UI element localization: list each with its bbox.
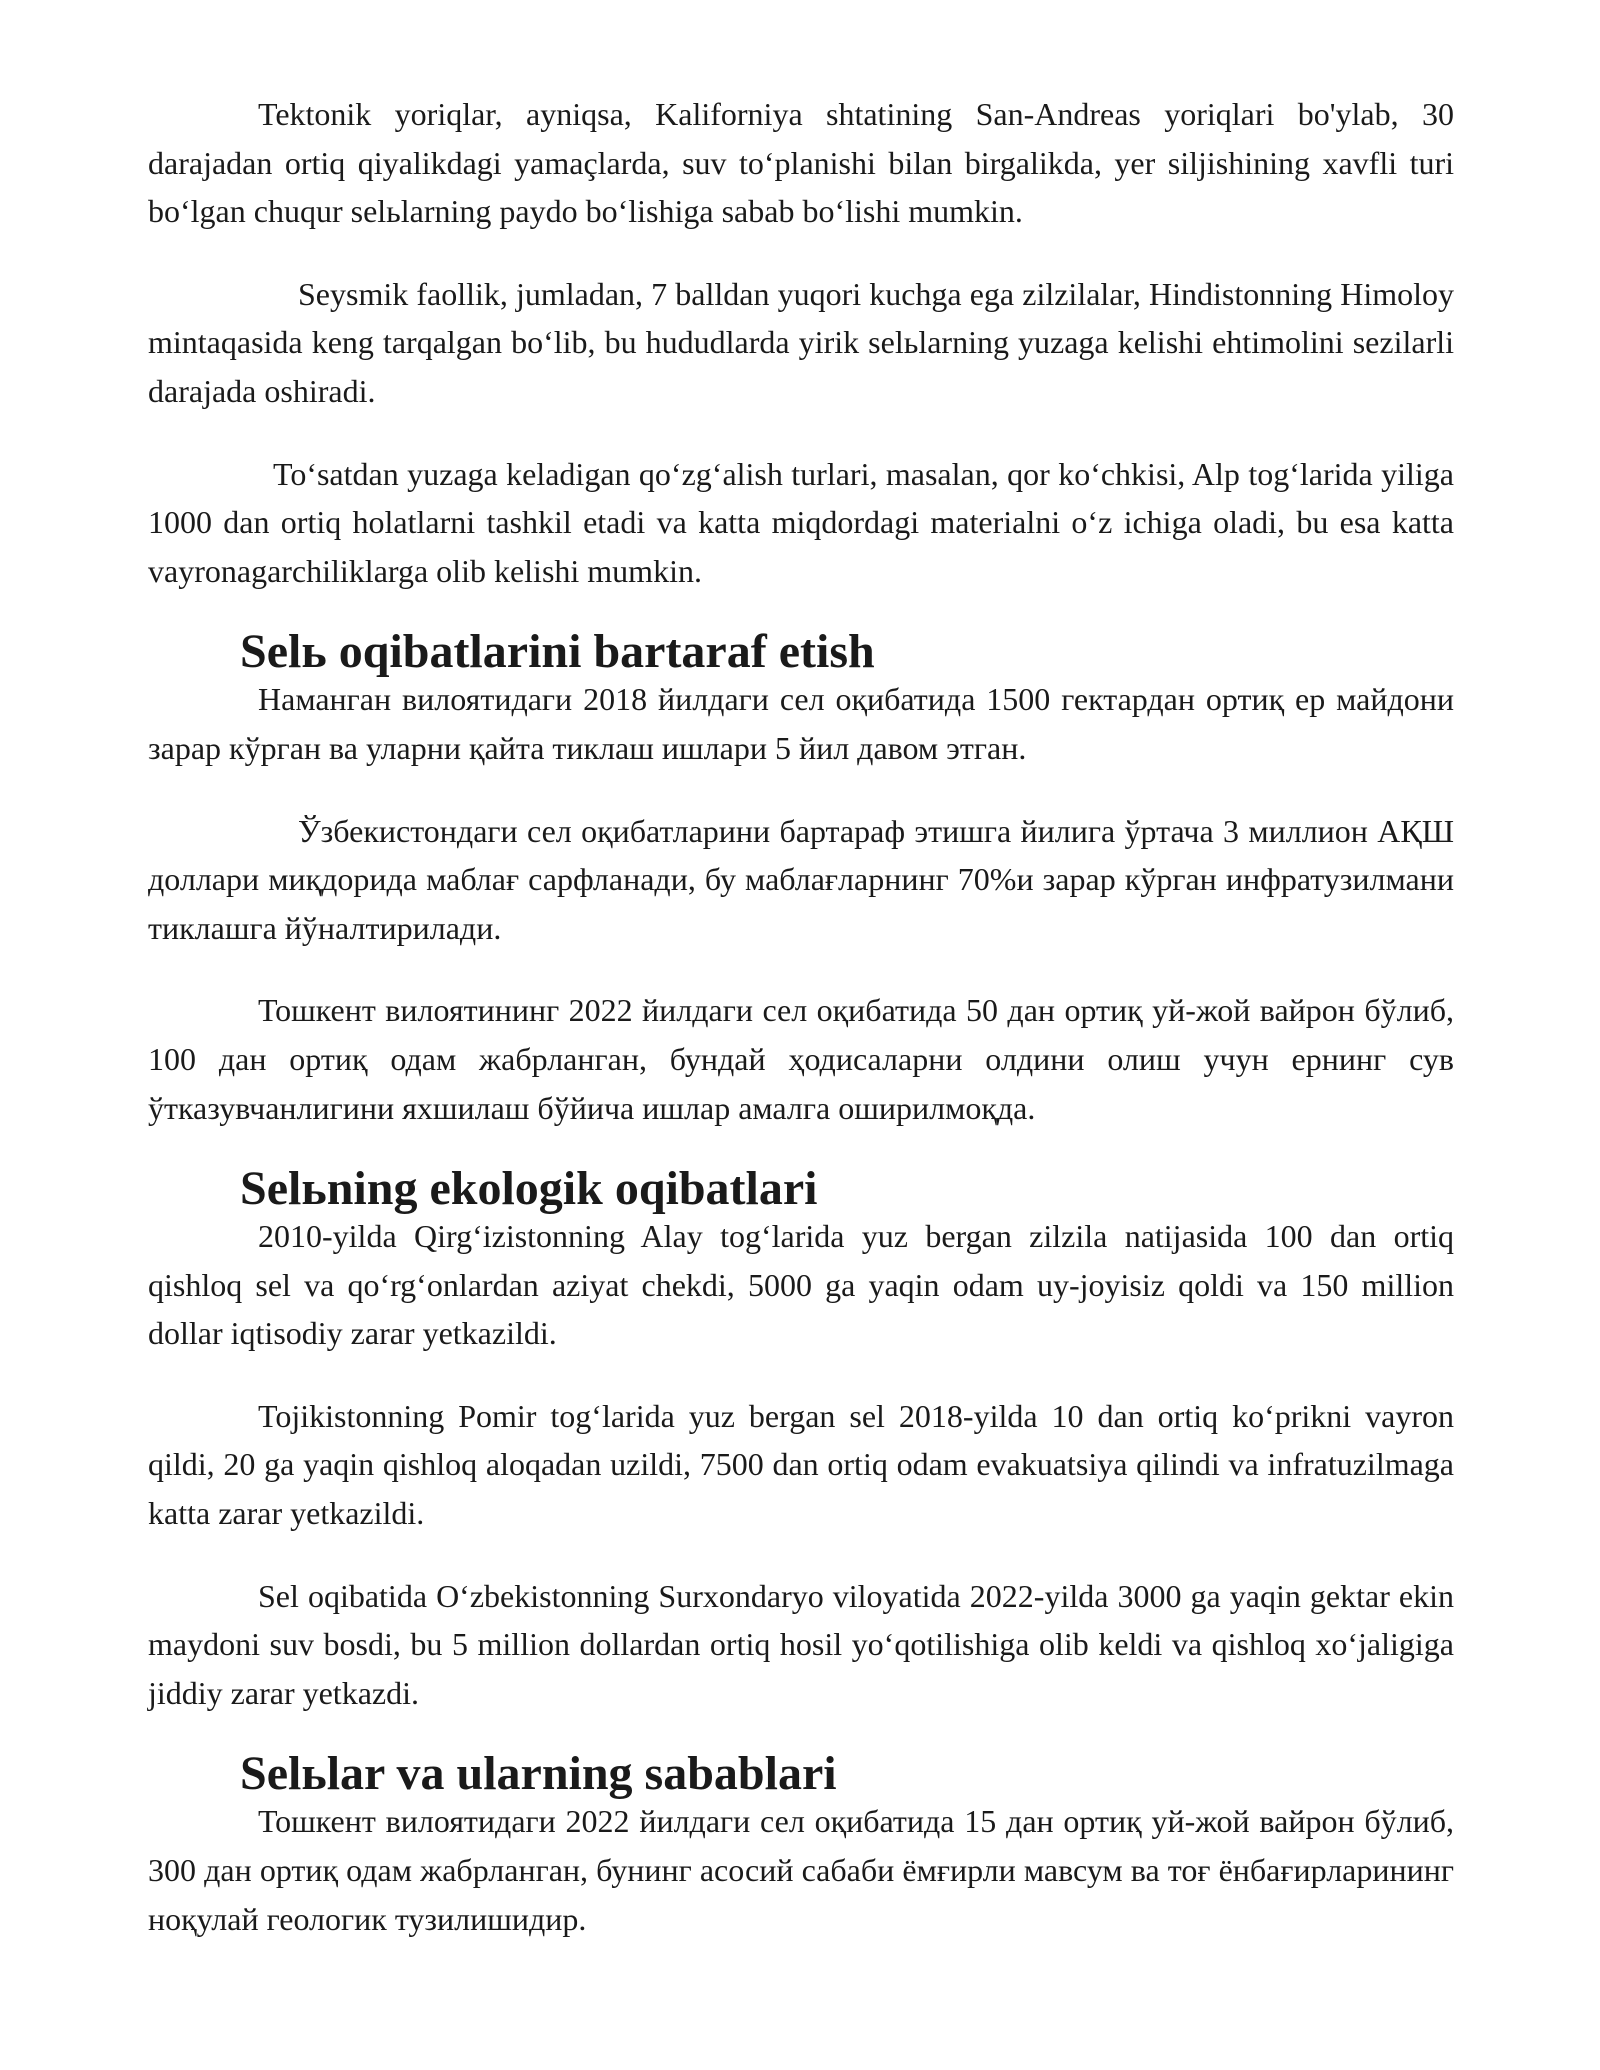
paragraph-uzbekistan-cost: Ўзбекистондаги сел оқибатларини бартараф этишга йилига ўртача 3 миллион АҚШ доллари миқдорида маблағ сарфланади, бу маблағларнинг 70%и зарар кўрган инфратузилмани тиклашга йўналтирилади. bbox=[148, 812, 1454, 946]
paragraph-surkhandarya: Sel oqibatida O‘zbekistonning Surxondaryo viloyatida 2022-yilda 3000 ga yaqin gektar ekin maydoni suv bosdi, bu 5 million dollardan ortiq hosil yo‘qotilishiga olib keldi va qishloq xo‘jaligiga jiddiy zarar yetkazdi. bbox=[148, 1577, 1454, 1711]
paragraph-namangan: Наманган вилоятидаги 2018 йилдаги сел оқибатида 1500 гектардан ортиқ ер майдони зарар кўрган ва уларни қайта тиклаш ишлари 5 йил давом этган. bbox=[148, 681, 1454, 766]
paragraph-tectonic-faults: Tektonik yoriqlar, ayniqsa, Kaliforniya shtatining San-Andreas yoriqlari bo'ylab, 30 darajadan ortiq qiyalikdagi yamaçlarda, suv to‘planishi bilan birgalikda, yer siljishining xavfli turi bo‘lgan chuqur selьlarning paydo bo‘lishiga sabab bo‘lishi mumkin. bbox=[148, 96, 1454, 230]
paragraph-tajikistan: Tojikistonning Pomir tog‘larida yuz bergan sel 2018-yilda 10 dan ortiq ko‘prikni vayron qildi, 20 ga yaqin qishloq aloqadan uzildi, 7500 dan ortiq odam evakuatsiya qilindi va infratuzilmaga katta zarar yetkazildi. bbox=[148, 1397, 1454, 1532]
heading-ecological-consequences: Selьning ekologik oqibatlari bbox=[240, 1162, 818, 1216]
paragraph-sudden-disturbance: To‘satdan yuzaga keladigan qo‘zg‘alish turlari, masalan, qor ko‘chkisi, Alp tog‘larida yiliga 1000 dan ortiq holatlarni tashkil etadi va katta miqdordagi materialni o‘z ichiga oladi, bu esa katta vayronagarchiliklarga olib kelishi mumkin. bbox=[148, 455, 1454, 589]
paragraph-tashkent-2022: Тошкент вилоятининг 2022 йилдаги сел оқибатида 50 дан ортиқ уй-жой вайрон бўлиб, 100 дан ортиқ одам жабрланган, бундай ҳодисаларни олдини олиш учун ернинг сув ўтказувчанлигини яхшилаш бўйича ишлар амалга оширилмоқда. bbox=[148, 992, 1454, 1126]
heading-mitigation: Selь oqibatlarini bartaraf etish bbox=[240, 625, 875, 679]
paragraph-tashkent-causes: Тошкент вилоятидаги 2022 йилдаги сел оқибатида 15 дан ортиқ уй-жой вайрон бўлиб, 300 дан ортиқ одам жабрланган, бунинг асосий сабаби ёмғирли мавсум ва тоғ ёнбағирларининг ноқулай геологик тузилишидир. bbox=[148, 1803, 1454, 1937]
heading-causes: Selьlar va ularning sabablari bbox=[240, 1747, 837, 1801]
paragraph-kyrgyzstan: 2010-yilda Qirg‘izistonning Alay tog‘larida yuz bergan zilzila natijasida 100 dan ortiq qishloq sel va qo‘rg‘onlardan aziyat chekdi, 5000 ga yaqin odam uy-joyisiz qoldi va 150 million dollar iqtisodiy zarar yetkazildi. bbox=[148, 1218, 1454, 1352]
document-page bbox=[148, 90, 1454, 1943]
paragraph-seismic-activity: Seysmik faollik, jumladan, 7 balldan yuqori kuchga ega zilzilalar, Hindistonning Himoloy mintaqasida keng tarqalgan bo‘lib, bu hududlarda yirik selьlarning yuzaga kelishi ehtimolini sezilarli darajada oshiradi. bbox=[148, 275, 1454, 409]
